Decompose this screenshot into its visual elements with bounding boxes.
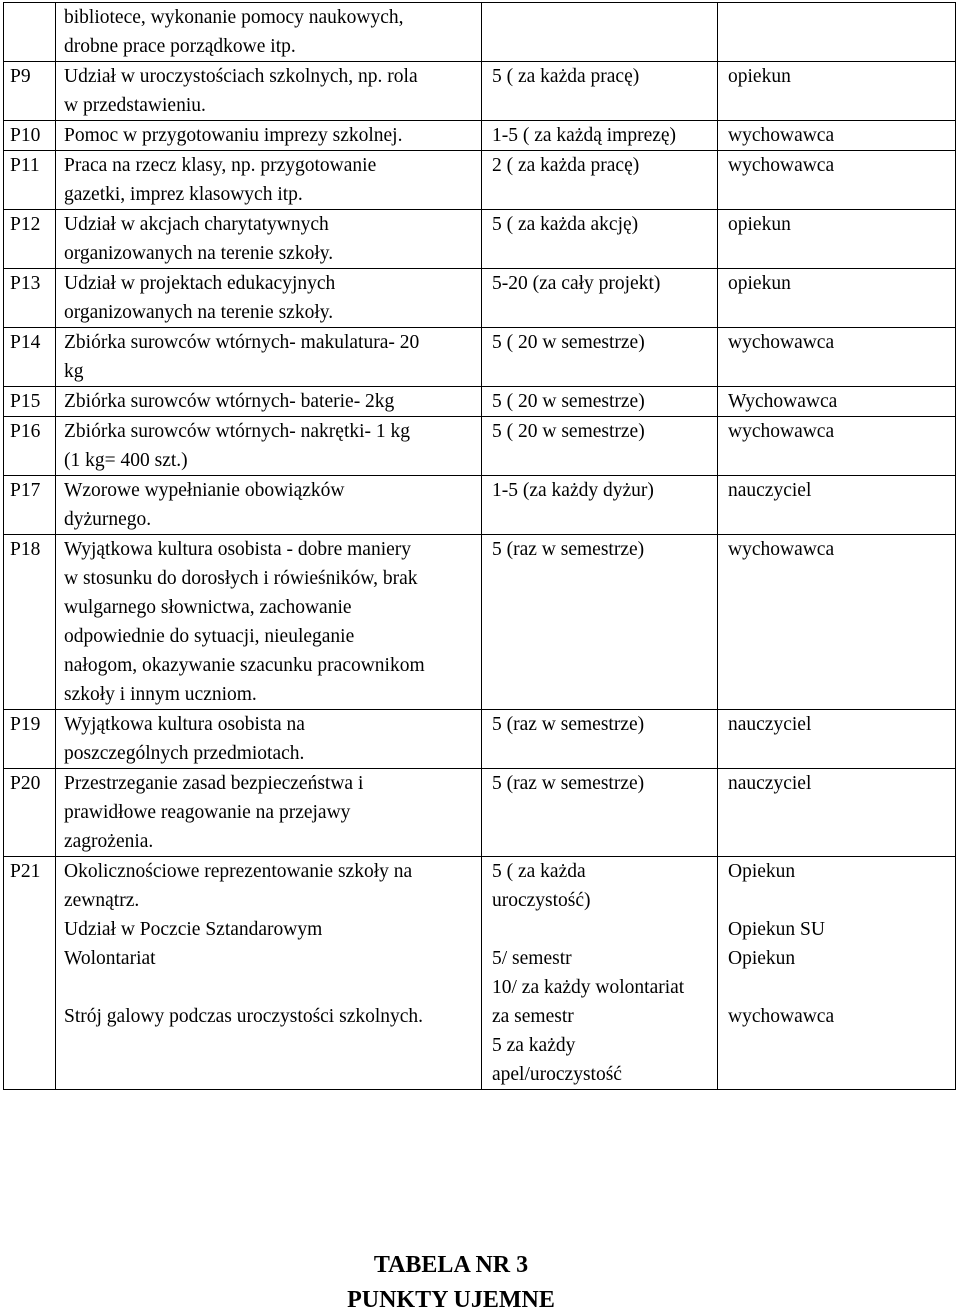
cell-line: gazetki, imprez klasowych itp. [64, 184, 303, 205]
cell-line: kg [64, 361, 84, 382]
row-code [4, 3, 56, 62]
row-description [56, 857, 482, 1090]
cell-line: Opiekun [728, 861, 796, 882]
cell-line: wychowawca [728, 1006, 835, 1027]
cell-line: wulgarnego słownictwa, zachowanie [64, 597, 352, 618]
cell-line: Zbiórka surowców wtórnych- nakrętki- 1 kg [64, 421, 411, 442]
table-caption: TABELA NR 3 [373, 1252, 529, 1278]
row-responsible [718, 476, 956, 535]
cell-line: Praca na rzecz klasy, np. przygotowanie [64, 155, 377, 176]
cell-line: Zbiórka surowców wtórnych- baterie- 2kg [64, 391, 395, 412]
table-row [4, 417, 956, 476]
cell-line: Udział w Poczcie Sztandarowym [64, 919, 323, 940]
row-responsible [718, 269, 956, 328]
table-row [4, 387, 956, 417]
row-points [482, 769, 718, 857]
cell-line: Zbiórka surowców wtórnych- makulatura- 20 [64, 332, 420, 353]
row-code: P13 [4, 269, 56, 328]
cell-line: wychowawca [728, 155, 835, 176]
cell-line: wychowawca [728, 125, 835, 146]
cell-line: 5-20 (za cały projekt) [492, 273, 661, 294]
cell-line: Strój galowy podczas uroczystości szkolnych. [64, 1006, 424, 1027]
cell-line: bibliotece, wykonanie pomocy naukowych, [64, 7, 404, 28]
cell-line: w przedstawieniu. [64, 95, 206, 116]
row-points [482, 387, 718, 417]
row-points [482, 3, 718, 62]
row-points [482, 857, 718, 1090]
row-description [56, 269, 482, 328]
row-description [56, 710, 482, 769]
cell-line: Wyjątkowa kultura osobista - dobre maniery [64, 539, 412, 560]
row-responsible [718, 210, 956, 269]
row-responsible [718, 535, 956, 710]
cell-line: prawidłowe reagowanie na przejawy [64, 802, 351, 823]
row-description [56, 417, 482, 476]
row-responsible [718, 121, 956, 151]
row-code: P21 [4, 857, 56, 1090]
table-row [4, 476, 956, 535]
row-points [482, 121, 718, 151]
row-description [56, 210, 482, 269]
cell-line: 2 ( za każda pracę) [492, 155, 640, 176]
row-description [56, 535, 482, 710]
table-row [4, 710, 956, 769]
row-code: P15 [4, 387, 56, 417]
cell-line: szkoły i innym uczniom. [64, 684, 257, 705]
row-responsible [718, 417, 956, 476]
row-points [482, 151, 718, 210]
cell-line: opiekun [728, 66, 791, 87]
row-code: P9 [4, 62, 56, 121]
table-row [4, 210, 956, 269]
row-code: P18 [4, 535, 56, 710]
cell-line: za semestr [492, 1006, 574, 1027]
cell-line: 5/ semestr [492, 948, 572, 969]
row-responsible [718, 62, 956, 121]
table-row [4, 269, 956, 328]
row-code: P11 [4, 151, 56, 210]
cell-line: odpowiednie do sytuacji, nieuleganie [64, 626, 355, 647]
cell-line: 5 ( za każda [492, 861, 586, 882]
cell-line: 5 (raz w semestrze) [492, 773, 645, 794]
cell-line: w stosunku do dorosłych i rówieśników, brak [64, 568, 418, 589]
row-points [482, 710, 718, 769]
table-row [4, 151, 956, 210]
table-row [4, 62, 956, 121]
row-responsible [718, 857, 956, 1090]
cell-line: dyżurnego. [64, 509, 152, 530]
cell-line: 5 ( 20 w semestrze) [492, 391, 645, 412]
cell-line: opiekun [728, 273, 791, 294]
cell-line: 5 ( za każda pracę) [492, 66, 640, 87]
row-code: P14 [4, 328, 56, 387]
cell-line: Pomoc w przygotowaniu imprezy szkolnej. [64, 125, 403, 146]
row-description [56, 121, 482, 151]
row-points [482, 417, 718, 476]
row-responsible [718, 387, 956, 417]
row-code: P20 [4, 769, 56, 857]
points-table-body [4, 3, 956, 1090]
row-description [56, 769, 482, 857]
cell-line: Okolicznościowe reprezentowanie szkoły na [64, 861, 413, 882]
row-responsible [718, 3, 956, 62]
row-code: P10 [4, 121, 56, 151]
table-row [4, 3, 956, 62]
cell-line: Wychowawca [728, 391, 838, 412]
row-responsible [718, 710, 956, 769]
cell-line: 5 ( za każda akcję) [492, 214, 639, 235]
row-code: P16 [4, 417, 56, 476]
row-description [56, 62, 482, 121]
cell-line: nauczyciel [728, 773, 812, 794]
row-points [482, 476, 718, 535]
blank-line [728, 886, 951, 915]
blank-line [64, 973, 477, 1002]
cell-line: wychowawca [728, 332, 835, 353]
cell-line: organizowanych na terenie szkoły. [64, 243, 334, 264]
cell-line: Wyjątkowa kultura osobista na [64, 714, 305, 735]
row-code: P17 [4, 476, 56, 535]
row-description [56, 3, 482, 62]
cell-line: 5 ( 20 w semestrze) [492, 332, 645, 353]
table-row [4, 857, 956, 1090]
cell-line: wychowawca [728, 539, 835, 560]
row-description [56, 151, 482, 210]
cell-line: nauczyciel [728, 714, 812, 735]
table-row [4, 121, 956, 151]
row-points [482, 269, 718, 328]
cell-line: Wolontariat [64, 948, 156, 969]
row-description [56, 328, 482, 387]
row-description [56, 476, 482, 535]
cell-line: nauczyciel [728, 480, 812, 501]
table-row [4, 328, 956, 387]
table-row [4, 769, 956, 857]
points-table [3, 2, 956, 1090]
cell-line: poszczególnych przedmiotach. [64, 743, 305, 764]
cell-line: Wzorowe wypełnianie obowiązków [64, 480, 345, 501]
table-subtitle: PUNKTY UJEMNE [347, 1287, 555, 1313]
cell-line: zagrożenia. [64, 831, 154, 852]
cell-line: drobne prace porządkowe itp. [64, 36, 296, 57]
blank-line [728, 973, 951, 1002]
cell-line: opiekun [728, 214, 791, 235]
cell-line: Udział w projektach edukacyjnych [64, 273, 336, 294]
cell-line: wychowawca [728, 421, 835, 442]
row-code: P19 [4, 710, 56, 769]
row-responsible [718, 769, 956, 857]
table-row [4, 535, 956, 710]
row-code: P12 [4, 210, 56, 269]
cell-line: Przestrzeganie zasad bezpieczeństwa i [64, 773, 364, 794]
cell-line: uroczystość) [492, 890, 591, 911]
cell-line: 10/ za każdy wolontariat [492, 977, 685, 998]
cell-line: 5 (raz w semestrze) [492, 539, 645, 560]
cell-line: 1-5 ( za każdą imprezę) [492, 125, 677, 146]
cell-line: Udział w uroczystościach szkolnych, np. rola [64, 66, 418, 87]
row-responsible [718, 328, 956, 387]
cell-line: 5 ( 20 w semestrze) [492, 421, 645, 442]
cell-line: apel/uroczystość [492, 1064, 622, 1085]
cell-line: (1 kg= 400 szt.) [64, 450, 188, 471]
blank-line [492, 915, 713, 944]
cell-line: Opiekun [728, 948, 796, 969]
row-points [482, 328, 718, 387]
cell-line: organizowanych na terenie szkoły. [64, 302, 334, 323]
cell-line: nałogom, okazywanie szacunku pracownikom [64, 655, 425, 676]
row-points [482, 210, 718, 269]
cell-line: 5 za każdy [492, 1035, 576, 1056]
row-points [482, 535, 718, 710]
row-description [56, 387, 482, 417]
row-points [482, 62, 718, 121]
cell-line: 1-5 (za każdy dyżur) [492, 480, 654, 501]
cell-line: Udział w akcjach charytatywnych [64, 214, 329, 235]
row-responsible [718, 151, 956, 210]
cell-line: zewnątrz. [64, 890, 140, 911]
cell-line: 5 (raz w semestrze) [492, 714, 645, 735]
cell-line: Opiekun SU [728, 919, 825, 940]
